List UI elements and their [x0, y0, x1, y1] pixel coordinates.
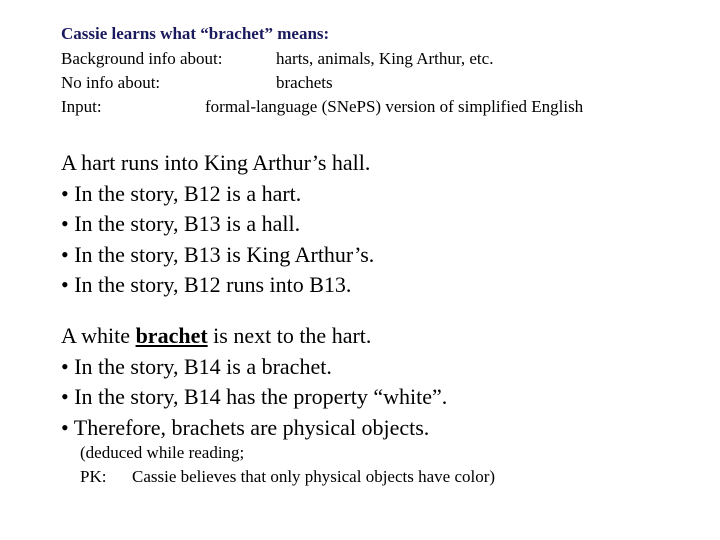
- story-bullet: • In the story, B14 is a brachet.: [61, 353, 332, 379]
- pk-text: Cassie believes that only physical objects have color): [132, 467, 496, 486]
- story-bullet: • In the story, B13 is King Arthur’s.: [61, 241, 375, 267]
- story-block-brachet: [61, 321, 447, 443]
- info-value: brachets: [276, 73, 333, 92]
- story-sentence: [61, 321, 447, 352]
- sentence-suffix: is next to the hart.: [207, 323, 372, 348]
- deduction-note: (deduced while reading;: [80, 443, 245, 462]
- info-value: harts, animals, King Arthur, etc.: [276, 49, 494, 68]
- slide-title: Cassie learns what “brachet” means:: [61, 24, 330, 43]
- story-bullet: • In the story, B12 runs into B13.: [61, 272, 352, 297]
- story-bullet: • Therefore, brachets are physical objects.: [61, 414, 430, 440]
- info-label: No info about:: [61, 73, 161, 92]
- info-value: formal-language (SNePS) version of simplified English: [205, 97, 584, 116]
- story-bullet: • In the story, B14 has the property “white”.: [61, 384, 448, 409]
- story-block-hart: [61, 148, 374, 301]
- story-sentence: A hart runs into King Arthur’s hall.: [61, 150, 371, 175]
- sentence-prefix: A white: [61, 323, 136, 348]
- story-bullet: • In the story, B12 is a hart.: [61, 180, 302, 206]
- story-bullet: • In the story, B13 is a hall.: [61, 211, 301, 236]
- info-label: Input:: [61, 97, 102, 116]
- prior-knowledge-note: [80, 466, 495, 488]
- highlighted-word: brachet: [135, 323, 208, 348]
- pk-label: PK:: [80, 467, 107, 486]
- info-label: Background info about:: [61, 49, 223, 68]
